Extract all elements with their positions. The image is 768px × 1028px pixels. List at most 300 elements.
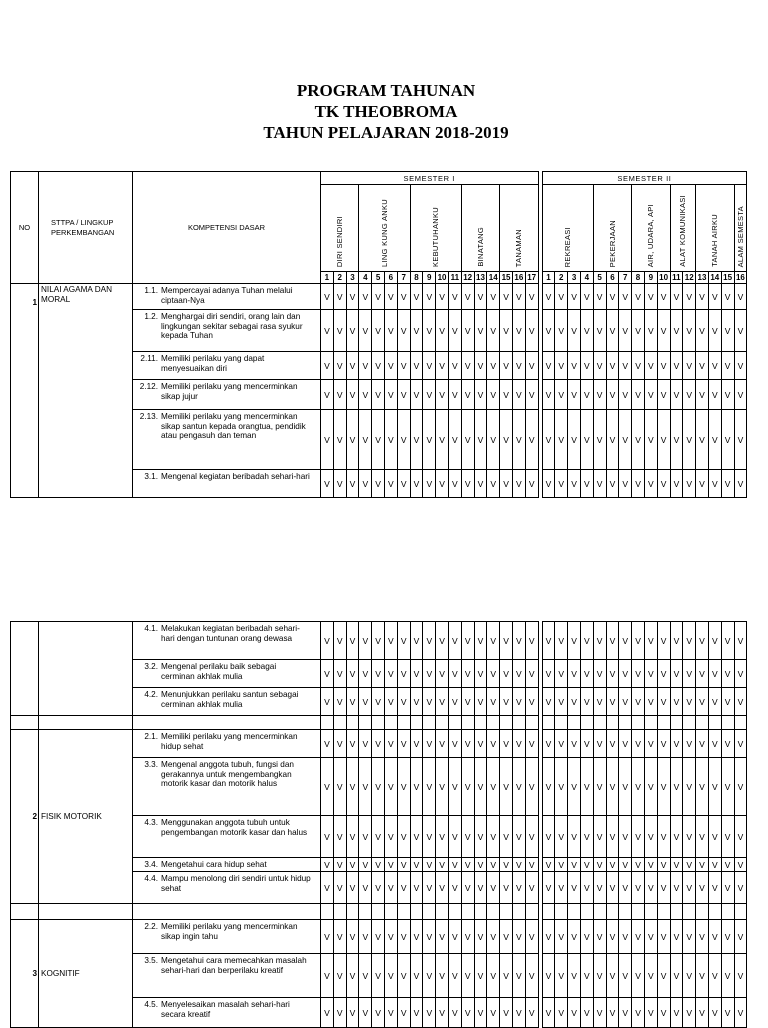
check-cell: V xyxy=(555,284,568,310)
check-cell: V xyxy=(619,660,632,688)
topic-label: LING KUNG ANKU xyxy=(379,199,389,267)
check-cell xyxy=(734,716,747,730)
check-cell: V xyxy=(542,954,555,998)
check-cell: V xyxy=(410,920,423,954)
check-cell xyxy=(644,904,657,920)
check-cell xyxy=(568,904,581,920)
check-cell xyxy=(632,904,645,920)
check-cell: V xyxy=(461,310,474,352)
table-row xyxy=(11,622,747,660)
check-cell: V xyxy=(580,688,593,716)
check-cell: V xyxy=(512,660,525,688)
kompetensi-code: 1.2. xyxy=(144,312,158,321)
check-cell: V xyxy=(696,920,709,954)
check-cell: V xyxy=(632,688,645,716)
check-cell: V xyxy=(696,816,709,858)
kompetensi-text: Mengetahui cara memecahkan masalah sehari-hari dan berperilaku kreatif xyxy=(161,956,307,975)
check-cell: V xyxy=(423,622,436,660)
check-cell: V xyxy=(423,858,436,872)
check-cell: V xyxy=(670,758,683,816)
check-cell: V xyxy=(410,410,423,470)
check-cell: V xyxy=(359,730,372,758)
check-cell: V xyxy=(708,622,721,660)
check-cell: V xyxy=(708,284,721,310)
check-cell: V xyxy=(670,954,683,998)
check-cell xyxy=(487,904,500,920)
check-cell: V xyxy=(593,352,606,380)
check-cell: V xyxy=(423,310,436,352)
check-cell: V xyxy=(333,688,346,716)
check-cell: V xyxy=(606,954,619,998)
check-cell: V xyxy=(500,954,513,998)
check-cell: V xyxy=(397,352,410,380)
week-number: 3 xyxy=(346,272,359,284)
check-cell: V xyxy=(500,730,513,758)
check-cell: V xyxy=(448,622,461,660)
check-cell: V xyxy=(346,872,359,904)
check-cell: V xyxy=(461,730,474,758)
check-cell: V xyxy=(555,816,568,858)
check-cell: V xyxy=(525,730,538,758)
kompetensi-cell xyxy=(133,858,321,872)
check-cell: V xyxy=(606,310,619,352)
kompetensi-code: 2.2. xyxy=(144,922,158,931)
check-cell: V xyxy=(384,758,397,816)
check-cell: V xyxy=(333,954,346,998)
check-cell: V xyxy=(644,758,657,816)
kompetensi-code: 4.2. xyxy=(144,690,158,699)
check-cell: V xyxy=(525,352,538,380)
check-cell: V xyxy=(346,816,359,858)
check-cell: V xyxy=(474,380,487,410)
check-cell: V xyxy=(708,688,721,716)
kompetensi-code: 4.5. xyxy=(144,1000,158,1009)
row-number: 3 xyxy=(11,920,39,1028)
kompetensi-code: 4.3. xyxy=(144,818,158,827)
check-cell: V xyxy=(448,688,461,716)
check-cell: V xyxy=(461,858,474,872)
check-cell: V xyxy=(487,688,500,716)
week-number: 11 xyxy=(448,272,461,284)
check-cell: V xyxy=(346,954,359,998)
check-cell: V xyxy=(734,410,747,470)
week-number: 5 xyxy=(593,272,606,284)
check-cell: V xyxy=(410,872,423,904)
check-cell: V xyxy=(410,284,423,310)
check-cell xyxy=(448,904,461,920)
check-cell: V xyxy=(593,410,606,470)
check-cell: V xyxy=(593,284,606,310)
check-cell: V xyxy=(410,660,423,688)
check-cell: V xyxy=(423,872,436,904)
check-cell: V xyxy=(542,920,555,954)
kompetensi-text: Mengenal perilaku baik sebagai cerminan akhlak mulia xyxy=(161,662,277,681)
check-cell: V xyxy=(359,660,372,688)
check-cell: V xyxy=(397,872,410,904)
check-cell: V xyxy=(346,310,359,352)
check-cell: V xyxy=(568,622,581,660)
week-number: 14 xyxy=(710,273,720,282)
check-cell: V xyxy=(321,858,334,872)
empty-cell xyxy=(11,904,39,920)
check-cell: V xyxy=(423,920,436,954)
check-cell: V xyxy=(632,858,645,872)
check-cell: V xyxy=(359,954,372,998)
check-cell: V xyxy=(632,380,645,410)
check-cell: V xyxy=(333,310,346,352)
check-cell xyxy=(657,716,670,730)
topic-header xyxy=(500,185,538,272)
check-cell: V xyxy=(359,380,372,410)
week-number: 4 xyxy=(359,272,372,284)
check-cell: V xyxy=(721,688,734,716)
kompetensi-text: Memiliki perilaku yang dapat menyesuaikan diri xyxy=(161,354,265,373)
title-line-program: PROGRAM TAHUNAN xyxy=(296,81,476,100)
check-cell: V xyxy=(321,660,334,688)
check-cell xyxy=(721,716,734,730)
check-cell: V xyxy=(474,730,487,758)
check-cell xyxy=(372,716,385,730)
check-cell: V xyxy=(568,872,581,904)
check-cell: V xyxy=(500,872,513,904)
check-cell xyxy=(512,716,525,730)
check-cell: V xyxy=(721,954,734,998)
week-number: 12 xyxy=(463,273,473,282)
check-cell: V xyxy=(397,284,410,310)
check-cell: V xyxy=(321,816,334,858)
check-cell xyxy=(461,716,474,730)
check-cell: V xyxy=(500,816,513,858)
check-cell xyxy=(619,904,632,920)
lingkup-cell xyxy=(39,622,133,716)
check-cell: V xyxy=(555,470,568,498)
check-cell: V xyxy=(525,470,538,498)
check-cell: V xyxy=(568,816,581,858)
check-cell: V xyxy=(657,622,670,660)
check-cell: V xyxy=(568,284,581,310)
week-number: 6 xyxy=(384,272,397,284)
topic-header xyxy=(410,185,461,272)
check-cell: V xyxy=(593,310,606,352)
check-cell: V xyxy=(696,284,709,310)
check-cell: V xyxy=(657,380,670,410)
check-cell xyxy=(384,716,397,730)
check-cell: V xyxy=(487,380,500,410)
check-cell: V xyxy=(372,730,385,758)
check-cell: V xyxy=(734,622,747,660)
check-cell: V xyxy=(657,816,670,858)
check-cell: V xyxy=(384,816,397,858)
check-cell: V xyxy=(708,920,721,954)
check-cell: V xyxy=(474,660,487,688)
kompetensi-text: Mengenal anggota tubuh, fungsi dan gerakannya untuk mengembangkan motorik kasar dan motorik halus xyxy=(161,760,294,788)
week-number: 15 xyxy=(723,273,733,282)
check-cell: V xyxy=(580,284,593,310)
check-cell: V xyxy=(410,730,423,758)
check-cell: V xyxy=(525,284,538,310)
check-cell: V xyxy=(512,380,525,410)
check-cell: V xyxy=(555,858,568,872)
check-cell: V xyxy=(372,688,385,716)
check-cell xyxy=(436,904,449,920)
check-cell: V xyxy=(606,998,619,1028)
check-cell: V xyxy=(632,352,645,380)
kompetensi-cell xyxy=(133,920,321,954)
check-cell: V xyxy=(580,410,593,470)
kompetensi-text: Menghargai diri sendiri, orang lain dan lingkungan sekitar sebagai rasa syukur kepada Tuhan xyxy=(161,312,303,340)
check-cell: V xyxy=(500,284,513,310)
check-cell: V xyxy=(568,998,581,1028)
empty-cell xyxy=(39,904,133,920)
week-number: 9 xyxy=(423,272,436,284)
check-cell: V xyxy=(512,730,525,758)
check-cell: V xyxy=(657,310,670,352)
check-cell: V xyxy=(384,380,397,410)
check-cell: V xyxy=(696,622,709,660)
check-cell: V xyxy=(474,858,487,872)
check-cell: V xyxy=(436,920,449,954)
check-cell: V xyxy=(606,758,619,816)
check-cell: V xyxy=(512,622,525,660)
week-number: 1 xyxy=(542,272,555,284)
check-cell: V xyxy=(542,816,555,858)
check-cell: V xyxy=(333,816,346,858)
check-cell xyxy=(474,904,487,920)
topic-header xyxy=(593,185,631,272)
check-cell: V xyxy=(461,380,474,410)
check-cell: V xyxy=(657,858,670,872)
check-cell: V xyxy=(384,310,397,352)
check-cell: V xyxy=(346,284,359,310)
check-cell: V xyxy=(568,688,581,716)
check-cell xyxy=(321,904,334,920)
check-cell: V xyxy=(619,352,632,380)
check-cell: V xyxy=(696,310,709,352)
check-cell: V xyxy=(423,688,436,716)
check-cell: V xyxy=(487,954,500,998)
check-cell: V xyxy=(619,284,632,310)
check-cell: V xyxy=(500,688,513,716)
check-cell: V xyxy=(436,730,449,758)
check-cell: V xyxy=(423,954,436,998)
check-cell: V xyxy=(593,872,606,904)
check-cell: V xyxy=(683,758,696,816)
check-cell: V xyxy=(359,872,372,904)
check-cell: V xyxy=(606,352,619,380)
check-cell: V xyxy=(333,284,346,310)
check-cell xyxy=(593,716,606,730)
kompetensi-code: 2.13. xyxy=(139,412,158,421)
kompetensi-text: Mengetahui cara hidup sehat xyxy=(161,860,267,869)
check-cell: V xyxy=(708,380,721,410)
topic-label: TANAH AIRKU xyxy=(710,214,720,267)
check-cell: V xyxy=(542,688,555,716)
check-cell: V xyxy=(734,858,747,872)
check-cell xyxy=(410,904,423,920)
check-cell: V xyxy=(542,998,555,1028)
check-cell xyxy=(525,716,538,730)
check-cell: V xyxy=(606,730,619,758)
check-cell: V xyxy=(487,858,500,872)
check-cell: V xyxy=(410,380,423,410)
check-cell xyxy=(657,904,670,920)
check-cell: V xyxy=(448,758,461,816)
check-cell: V xyxy=(632,410,645,470)
check-cell: V xyxy=(372,380,385,410)
check-cell: V xyxy=(657,730,670,758)
check-cell: V xyxy=(619,920,632,954)
check-cell: V xyxy=(734,380,747,410)
kompetensi-text: Memiliki perilaku yang mencerminkan hidup sehat xyxy=(161,732,298,751)
check-cell: V xyxy=(683,920,696,954)
check-cell: V xyxy=(644,380,657,410)
check-cell: V xyxy=(580,954,593,998)
check-cell: V xyxy=(321,310,334,352)
check-cell: V xyxy=(632,622,645,660)
check-cell: V xyxy=(346,470,359,498)
kompetensi-text: Mempercayai adanya Tuhan melalui ciptaan-Nya xyxy=(161,286,293,305)
week-number: 8 xyxy=(632,272,645,284)
check-cell: V xyxy=(734,920,747,954)
check-cell: V xyxy=(593,470,606,498)
check-cell: V xyxy=(683,622,696,660)
check-cell: V xyxy=(580,352,593,380)
kompetensi-cell xyxy=(133,310,321,352)
kompetensi-code: 3.1. xyxy=(144,472,158,481)
check-cell: V xyxy=(568,410,581,470)
check-cell: V xyxy=(606,380,619,410)
kompetensi-code: 3.2. xyxy=(144,662,158,671)
check-cell: V xyxy=(397,998,410,1028)
check-cell xyxy=(644,716,657,730)
check-cell: V xyxy=(721,758,734,816)
check-cell: V xyxy=(359,352,372,380)
topic-label: AIR, UDARA, API xyxy=(646,203,656,267)
check-cell: V xyxy=(397,688,410,716)
check-cell: V xyxy=(359,688,372,716)
check-cell: V xyxy=(734,688,747,716)
check-cell: V xyxy=(580,380,593,410)
check-cell: V xyxy=(696,954,709,998)
check-cell: V xyxy=(632,954,645,998)
check-cell: V xyxy=(448,660,461,688)
check-cell: V xyxy=(696,872,709,904)
kompetensi-text: Menunjukkan perilaku santun sebagai cerminan akhlak mulia xyxy=(161,690,299,709)
lingkup-cell: NILAI AGAMA DAN MORAL xyxy=(39,284,133,498)
check-cell: V xyxy=(474,410,487,470)
check-cell: V xyxy=(606,410,619,470)
check-cell: V xyxy=(423,730,436,758)
check-cell: V xyxy=(721,858,734,872)
check-cell: V xyxy=(670,410,683,470)
check-cell: V xyxy=(606,470,619,498)
check-cell: V xyxy=(721,816,734,858)
check-cell: V xyxy=(619,380,632,410)
check-cell: V xyxy=(670,660,683,688)
check-cell: V xyxy=(423,352,436,380)
check-cell: V xyxy=(397,622,410,660)
check-cell: V xyxy=(321,998,334,1028)
check-cell: V xyxy=(436,872,449,904)
check-cell: V xyxy=(487,410,500,470)
check-cell: V xyxy=(619,730,632,758)
check-cell: V xyxy=(708,758,721,816)
check-cell: V xyxy=(593,954,606,998)
check-cell: V xyxy=(436,758,449,816)
week-number: 14 xyxy=(488,273,498,282)
check-cell: V xyxy=(555,872,568,904)
check-cell: V xyxy=(359,470,372,498)
check-cell: V xyxy=(644,688,657,716)
check-cell: V xyxy=(644,352,657,380)
topic-label: DIRI SENDIRI xyxy=(335,215,345,267)
check-cell xyxy=(580,716,593,730)
check-cell: V xyxy=(384,920,397,954)
check-cell: V xyxy=(448,920,461,954)
check-cell xyxy=(487,716,500,730)
check-cell: V xyxy=(461,954,474,998)
check-cell: V xyxy=(619,998,632,1028)
check-cell: V xyxy=(670,470,683,498)
week-number: 4 xyxy=(580,272,593,284)
check-cell: V xyxy=(333,380,346,410)
check-cell: V xyxy=(321,470,334,498)
check-cell xyxy=(321,716,334,730)
check-cell: V xyxy=(397,380,410,410)
check-cell: V xyxy=(644,730,657,758)
check-cell: V xyxy=(346,758,359,816)
check-cell: V xyxy=(372,622,385,660)
check-cell: V xyxy=(372,920,385,954)
check-cell: V xyxy=(657,920,670,954)
check-cell: V xyxy=(487,622,500,660)
check-cell: V xyxy=(721,352,734,380)
check-cell: V xyxy=(580,872,593,904)
check-cell: V xyxy=(619,622,632,660)
check-cell: V xyxy=(436,380,449,410)
check-cell: V xyxy=(500,380,513,410)
week-number: 16 xyxy=(735,273,745,282)
check-cell xyxy=(397,716,410,730)
check-cell: V xyxy=(500,660,513,688)
week-number: 8 xyxy=(410,272,423,284)
check-cell: V xyxy=(734,758,747,816)
check-cell: V xyxy=(593,688,606,716)
check-cell: V xyxy=(555,730,568,758)
check-cell: V xyxy=(423,470,436,498)
check-cell xyxy=(580,904,593,920)
check-cell: V xyxy=(644,284,657,310)
check-cell: V xyxy=(708,858,721,872)
check-cell: V xyxy=(606,660,619,688)
check-cell: V xyxy=(644,622,657,660)
check-cell: V xyxy=(696,352,709,380)
check-cell: V xyxy=(410,352,423,380)
header-semester-2: SEMESTER II xyxy=(542,172,747,185)
check-cell: V xyxy=(410,688,423,716)
check-cell: V xyxy=(696,380,709,410)
check-cell: V xyxy=(708,954,721,998)
check-cell: V xyxy=(708,352,721,380)
check-cell: V xyxy=(644,872,657,904)
check-cell: V xyxy=(555,380,568,410)
check-cell: V xyxy=(512,284,525,310)
check-cell: V xyxy=(632,310,645,352)
check-cell xyxy=(593,904,606,920)
check-cell: V xyxy=(525,310,538,352)
check-cell: V xyxy=(397,816,410,858)
check-cell: V xyxy=(721,310,734,352)
